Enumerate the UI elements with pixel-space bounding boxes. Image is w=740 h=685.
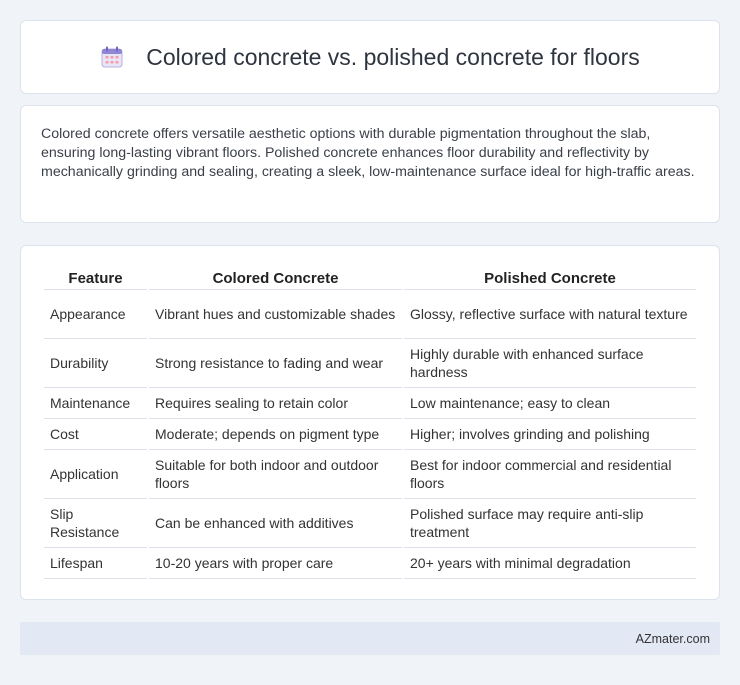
row-colored: Moderate; depends on pigment type [149,419,402,450]
title-card [20,20,720,94]
row-polished: Glossy, reflective surface with natural texture [404,290,696,339]
row-feature: Application [44,450,147,499]
table-row [44,548,696,579]
row-colored: Suitable for both indoor and outdoor floors [149,450,402,499]
table-row [44,499,696,548]
column-header-feature: Feature [44,264,147,290]
row-feature: Cost [44,419,147,450]
row-colored: Can be enhanced with additives [149,499,402,548]
table-row [44,450,696,499]
row-polished: Higher; involves grinding and polishing [404,419,696,450]
row-polished: 20+ years with minimal degradation [404,548,696,579]
row-feature: Slip Resistance [44,499,147,548]
row-feature: Lifespan [44,548,147,579]
table-header-row [44,264,696,290]
row-colored: Requires sealing to retain color [149,388,402,419]
row-feature: Appearance [44,290,147,339]
row-polished: Best for indoor commercial and residential floors [404,450,696,499]
table-row [44,388,696,419]
row-colored: Vibrant hues and customizable shades [149,290,402,339]
table-row [44,290,696,339]
row-polished: Highly durable with enhanced surface hardness [404,339,696,388]
table-row [44,419,696,450]
row-colored: 10-20 years with proper care [149,548,402,579]
intro-card [20,105,720,223]
comparison-table [42,264,698,579]
footer [20,622,720,655]
column-header-polished: Polished Concrete [404,264,696,290]
row-polished: Polished surface may require anti-slip treatment [404,499,696,548]
calendar-icon [100,45,124,69]
table-row [44,339,696,388]
row-colored: Strong resistance to fading and wear [149,339,402,388]
row-feature: Durability [44,339,147,388]
footer-brand: AZmater.com [635,631,710,646]
page-title: Colored concrete vs. polished concrete for floors [146,43,640,70]
intro-text: Colored concrete offers versatile aesthetic options with durable pigmentation throughout the slab, ensuring long-lasting vibrant floors. Polished concrete enhances floor durability and reflectivity by mechanically grinding and sealing, creating a sleek, low-maintenance surface ideal for high-traffic areas. [41,126,695,180]
comparison-table-card [20,245,720,600]
column-header-colored: Colored Concrete [149,264,402,290]
row-polished: Low maintenance; easy to clean [404,388,696,419]
row-feature: Maintenance [44,388,147,419]
